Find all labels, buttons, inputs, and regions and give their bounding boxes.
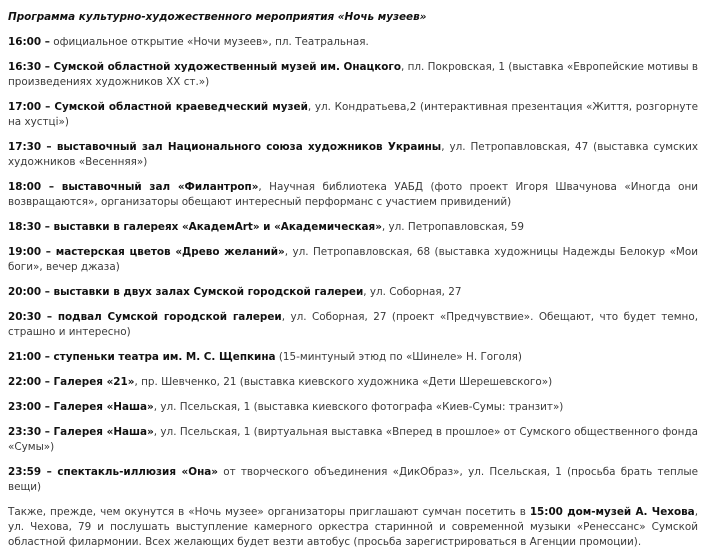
item-details: , ул. Псельская, 1 (виртуальная выставка «Вперед в прошлое» от Сумского общественного фонда «Сумы»)	[8, 426, 699, 453]
schedule-item	[8, 100, 698, 130]
item-dash: –	[41, 466, 58, 478]
item-details: , ул. Петропавловская, 68 (выставка художницы Надежды Белокур «Мои боги», вечер джаза)	[8, 246, 699, 273]
note-highlight: 15:00 дом-музей А. Чехова	[529, 506, 695, 518]
item-venue: ступеньки театра им. М. С. Щепкина	[53, 351, 276, 363]
item-dash: –	[41, 101, 55, 113]
schedule-item	[8, 245, 698, 275]
item-venue: Галерея «Наша»	[53, 426, 154, 438]
schedule-list	[8, 35, 698, 495]
item-time: 17:00	[8, 101, 42, 113]
note-paragraph	[8, 505, 698, 550]
item-dash: –	[41, 376, 54, 388]
schedule-item	[8, 60, 698, 90]
item-details: , ул. Псельская, 1 (выставка киевского фотографа «Киев-Сумы: транзит»)	[153, 401, 564, 413]
item-details: , ул. Петропавловская, 59	[381, 221, 524, 233]
item-details: от творческого объединения «ДикОбраз», ул. Псельская, 1 (просьба брать теплые вещи)	[8, 466, 698, 493]
item-dash: –	[41, 426, 54, 438]
schedule-item	[8, 400, 698, 415]
schedule-item	[8, 220, 698, 235]
item-details: , ул. Соборная, 27 (проект «Предчувствие». Обещают, что будет темно, страшно и интересно)	[8, 311, 698, 338]
item-venue: Сумской областной художественный музей им. Онацкого	[53, 61, 401, 73]
item-time: 16:30	[8, 61, 42, 73]
item-time: 20:30	[8, 311, 42, 323]
item-venue: выставочный зал «Филантроп»	[61, 181, 259, 193]
schedule-item	[8, 140, 698, 170]
item-time: 22:00	[8, 376, 42, 388]
schedule-item	[8, 180, 698, 210]
item-details: , ул. Кондратьева,2 (интерактивная презентация «Життя, розгорнуте на хустці»)	[8, 101, 698, 128]
schedule-item	[8, 310, 698, 340]
item-time: 20:00	[8, 286, 42, 298]
item-dash: –	[41, 181, 62, 193]
item-dash: –	[41, 286, 54, 298]
item-venue: выставочный зал Национального союза художников Украины	[56, 141, 442, 153]
item-time: 21:00	[8, 351, 42, 363]
page-title: Программа культурно-художественного мероприятия «Ночь музеев»	[8, 11, 427, 23]
item-venue: подвал Сумской городской галереи	[57, 311, 282, 323]
item-venue: выставки в галереях «АкадемArt» и «Академическая»	[53, 221, 382, 233]
item-dash: –	[41, 36, 50, 48]
schedule-item	[8, 285, 698, 300]
item-venue: выставки в двух залах Сумской городской галереи	[53, 286, 364, 298]
item-time: 19:00	[8, 246, 42, 258]
item-dash: –	[41, 246, 56, 258]
item-time: 23:59	[8, 466, 42, 478]
item-details: (15-минтуный этюд по «Шинеле» Н. Гоголя)	[275, 351, 522, 363]
item-time: 18:00	[8, 181, 42, 193]
schedule-item	[8, 35, 698, 50]
item-time: 17:30	[8, 141, 42, 153]
item-details: , ул. Соборная, 27	[363, 286, 462, 298]
note-text: Также, прежде, чем окунутся в «Ночь музее» организаторы приглашают сумчан посетить в	[8, 506, 530, 518]
item-dash: –	[41, 221, 54, 233]
item-details: , Научная библиотека УАБД (фото проект Игоря Швачунова «Иногда они возвращаются», организаторы обещают интересный перформанс с участием привидений)	[8, 181, 698, 208]
item-dash: –	[41, 401, 54, 413]
item-venue: мастерская цветов «Древо желаний»	[55, 246, 285, 258]
item-time: 23:30	[8, 426, 42, 438]
schedule-item	[8, 465, 698, 495]
item-time: 23:00	[8, 401, 42, 413]
item-details: официальное открытие «Ночи музеев», пл. Театральная.	[49, 36, 369, 48]
item-dash: –	[41, 61, 54, 73]
schedule-item	[8, 350, 698, 365]
item-venue: Сумской областной краеведческий музей	[54, 101, 308, 113]
item-details: , пр. Шевченко, 21 (выставка киевского художника «Дети Шерешевского»)	[134, 376, 553, 388]
note-text-end: , ул. Чехова, 79 и послушать выступление камерного оркестра старинной и современной музыки «Ренессанс» Сумской областной филармонии. Всех желающих будет везти автобус (просьба зарегистрироваться в Агенции промоции).	[8, 506, 698, 548]
schedule-item	[8, 425, 698, 455]
item-dash: –	[41, 141, 57, 153]
item-venue: Галерея «Наша»	[53, 401, 154, 413]
item-details: , пл. Покровская, 1 (выставка «Европейские мотивы в произведениях художников ХХ ст.»)	[8, 61, 699, 88]
item-details: , ул. Петропавловская, 47 (выставка сумских художников «Весенняя»)	[8, 141, 698, 168]
item-time: 16:00	[8, 36, 42, 48]
item-venue: Галерея «21»	[53, 376, 135, 388]
item-time: 18:30	[8, 221, 42, 233]
item-dash: –	[41, 351, 54, 363]
item-venue: спектакль-иллюзия «Она»	[57, 466, 218, 478]
schedule-item	[8, 375, 698, 390]
item-dash: –	[41, 311, 58, 323]
